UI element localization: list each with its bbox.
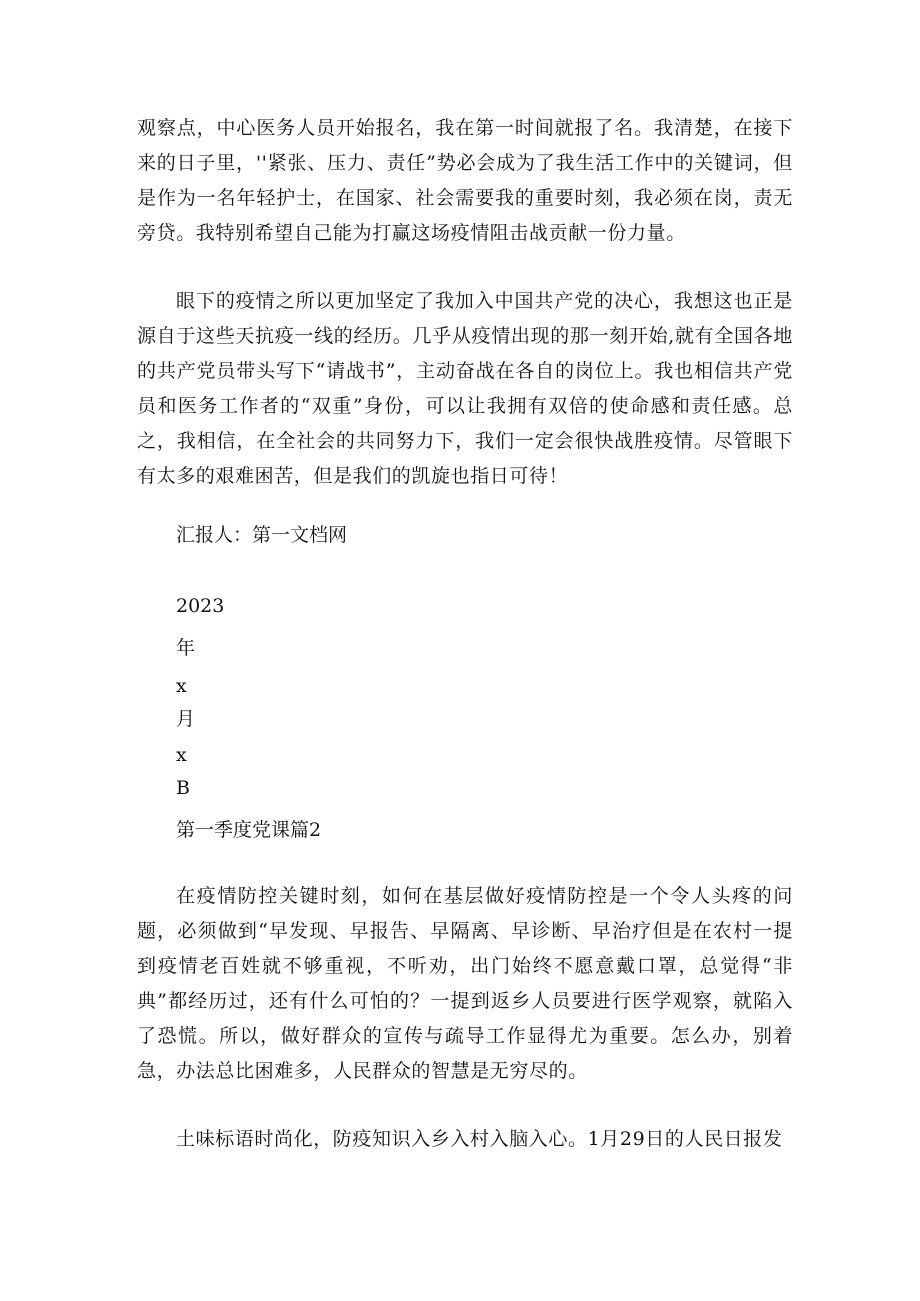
paragraph-volunteer: 观察点，中心医务人员开始报名，我在第一时间就报了名。我清楚，在接下来的日子里，''紧张、压力、责任”势必会成为了我生活工作中的关键词，但是作为一名年轻护士，在国家、社会需要我的重要时刻，我必须在岗，责无旁贷。我特别希望自己能为打赢这场疫情阻击战贡献一份力量。 xyxy=(137,117,793,244)
date-year: 2023 xyxy=(176,595,225,617)
paragraph-epidemic-control: 在疫情防控关键时刻，如何在基层做好疫情防控是一个令人头疼的问题，必须做到“早发现、早报告、早隔离、早诊断、早治疗但是在农村一提到疫情老百姓就不够重视，不听劝，出门始终不愿意戴口罩，总觉得“非典”都经历过，还有什么可怕的？一提到返乡人员要进行医学观察，就陷入了恐慌。所以，做好群众的宣传与疏导工作显得尤为重要。怎么办，别着急，办法总比困难多，人民群众的智慧是无穷尽的。 xyxy=(137,885,793,1082)
date-year-unit: 年 xyxy=(176,637,196,659)
reporter-line: 汇报人：第一文档网 xyxy=(176,524,348,546)
paragraph-party-resolve: 眼下的疫情之所以更加坚定了我加入中国共产党的决心，我想这也正是源自于这些天抗疫一线的经历。几乎从疫情出现的那一刻开始,就有全国各地的共产党员带头写下“请战书”，主动奋战在各自的岗位上。我也相信共产党员和医务工作者的“双重”身份，可以让我拥有双倍的使命感和责任感。总之，我相信，在全社会的共同努力下，我们一定会很快战胜疫情。尽管眼下有太多的艰难困苦，但是我们的凯旋也指日可待！ xyxy=(137,290,793,487)
date-month-unit: 月 xyxy=(176,708,196,730)
date-day: x xyxy=(176,744,187,766)
date-month: x xyxy=(176,675,187,697)
date-day-unit: B xyxy=(176,777,190,799)
paragraph-slogans: 土味标语时尚化，防疫知识入乡入村入脑入心。1月29日的人民日报发 xyxy=(176,1128,783,1150)
section-title: 第一季度党课篇2 xyxy=(176,819,322,841)
